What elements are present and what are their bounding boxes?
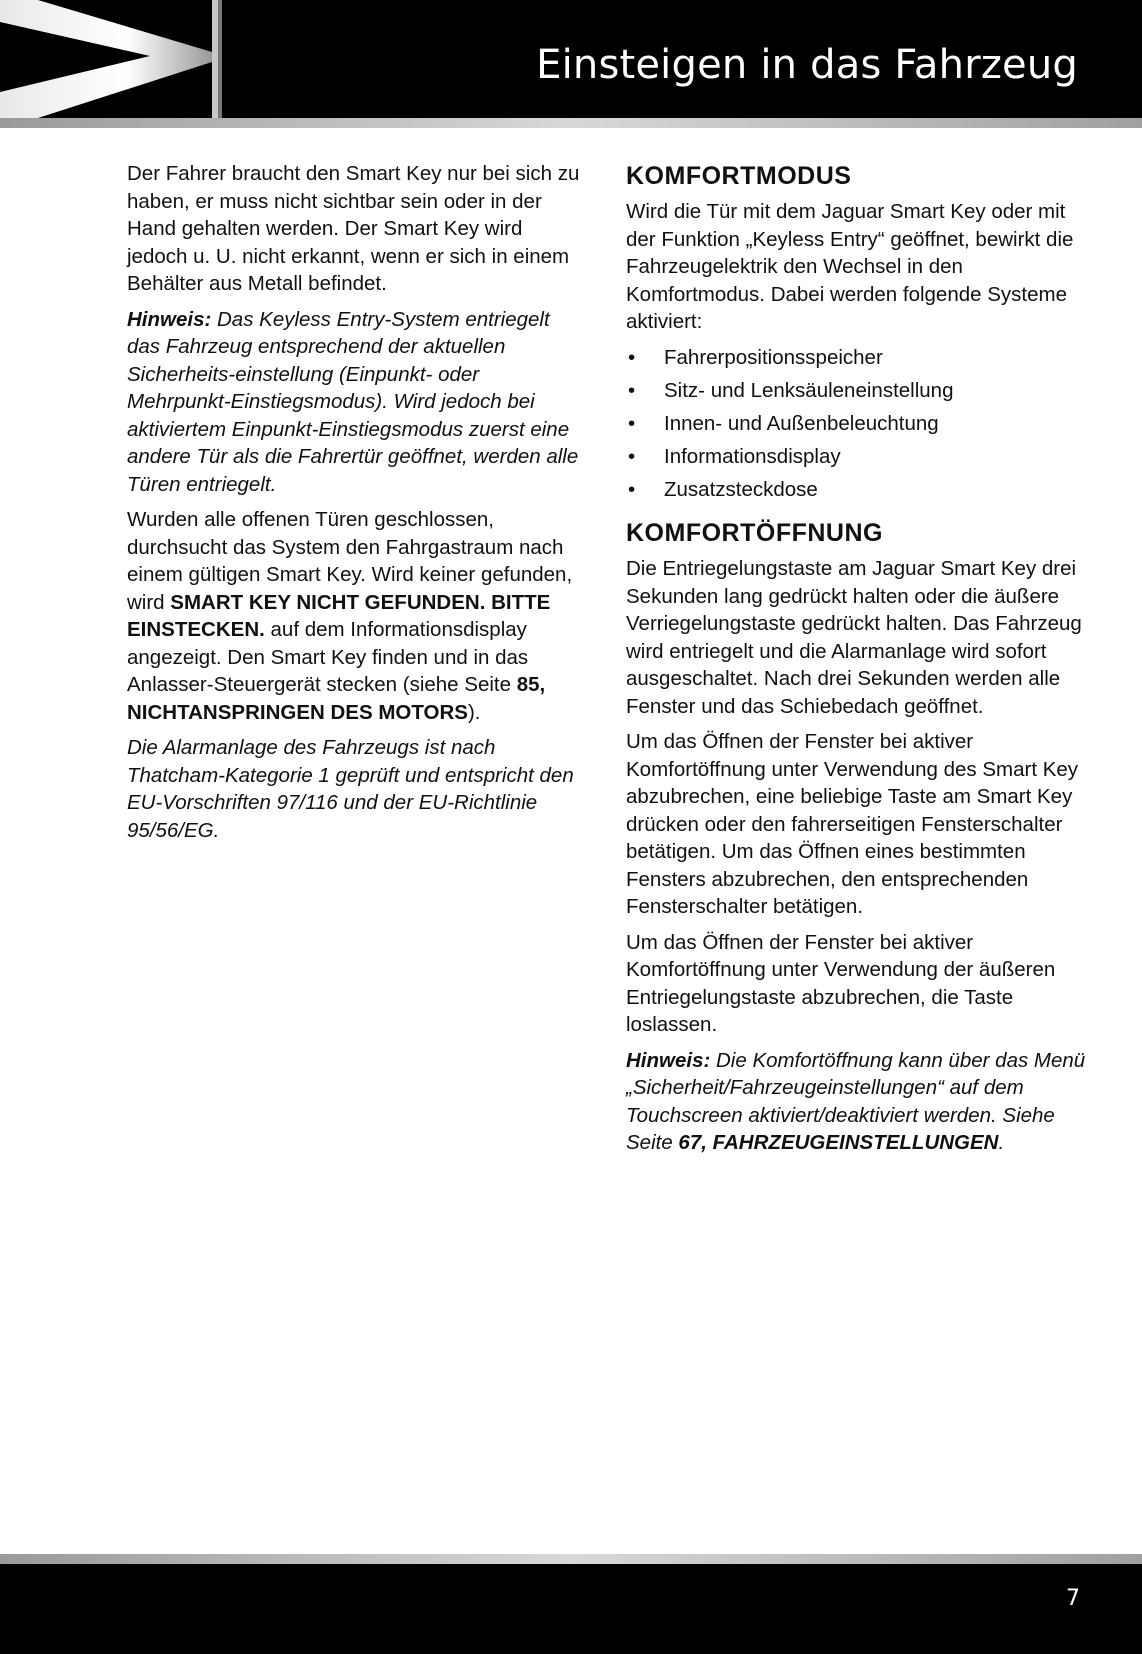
bullet-icon: • — [628, 411, 636, 435]
header-divider — [0, 118, 1142, 128]
list-item — [626, 476, 1086, 504]
paragraph-komfortoeffnung: Die Entriegelungstaste am Jaguar Smart Key drei Sekunden lang gedrückt halten oder die äußere Verriegelungstaste gedrückt halten. Das Fahrzeug wird entriegelt und die Alarmanlage wird sofort ausgeschaltet. Nach drei Sekunden werden alle Fenster und das Schiebedach geöffnet. — [626, 557, 1082, 718]
chevron-logo-icon — [0, 0, 230, 118]
bullet-icon: • — [628, 444, 636, 468]
note-text: . — [998, 1131, 1005, 1154]
list-item — [626, 443, 1086, 471]
list-item-label: Fahrerpositionsspeicher — [664, 345, 883, 369]
message-text: SMART KEY NICHT GEFUNDEN. BITTE EINSTECKEN. — [127, 590, 551, 641]
bullet-icon: • — [628, 477, 636, 501]
heading-komfortoeffnung: KOMFORTÖFFNUNG — [626, 519, 883, 547]
paragraph-abort-outer-button: Um das Öffnen der Fenster bei aktiver Komfortöffnung unter Verwendung der äußeren Entriegelungstaste abzubrechen, die Taste loslassen. — [626, 930, 1056, 1036]
paragraph-komfortmodus: Wird die Tür mit dem Jaguar Smart Key oder mit der Funktion „Keyless Entry“ geöffnet, bewirkt die Fahrzeugelektrik den Wechsel in den Komfortmodus. Dabei werden folgende Systeme aktiviert: — [626, 200, 1074, 333]
right-column — [626, 160, 1086, 1165]
list-item — [626, 344, 1086, 372]
list-item — [626, 410, 1086, 438]
paragraph-abort-smart-key: Um das Öffnen der Fenster bei aktiver Komfortöffnung unter Verwendung des Smart Key abzubrechen, eine beliebige Taste am Smart Key drücken oder den fahrerseitigen Fensterschalter betätigen. Um das Öffnen eines bestimmten Fensters abzubrechen, den entsprechenden Fensterschalter betätigen. — [626, 730, 1079, 918]
page-reference: 67, FAHRZEUGEINSTELLUNGEN — [678, 1131, 999, 1154]
note-komfortoeffnung — [626, 1047, 1086, 1157]
heading-komfortmodus: KOMFORTMODUS — [626, 162, 852, 190]
list-item — [626, 377, 1086, 405]
paragraph-search — [127, 506, 582, 726]
note-keyless-entry — [127, 306, 582, 499]
paragraph-text: auf dem Informationsdisplay angezeigt. Den Smart Key finden und in das Anlasser-Steuergerät stecken (siehe Seite — [127, 618, 529, 696]
bullet-icon: • — [628, 345, 636, 369]
note-text: Das Keyless Entry-System entriegelt das Fahrzeug entsprechend der aktuellen Sicherheits-einstellung (Einpunkt- oder Mehrpunkt-Einstiegsmodus). Wird jedoch bei aktiviertem Einpunkt-Einstiegsmodus zuerst eine andere Tür als die Fahrertür geöffnet, werden alle Türen entriegelt. — [127, 307, 579, 496]
bullet-icon: • — [628, 378, 636, 402]
page-reference: 85, NICHTANSPRINGEN DES MOTORS — [127, 673, 546, 724]
paragraph-alarm: Die Alarmanlage des Fahrzeugs ist nach Thatcham-Kategorie 1 geprüft und entspricht den EU-Vorschriften 97/116 und der EU-Richtlinie 95/56/EG. — [127, 736, 574, 842]
page-number: 7 — [1066, 1586, 1080, 1611]
page-footer — [0, 1564, 1142, 1654]
list-item-label: Zusatzsteckdose — [664, 477, 818, 501]
note-label: Hinweis: — [626, 1048, 711, 1072]
list-item-label: Informationsdisplay — [664, 444, 841, 468]
footer-divider — [0, 1554, 1142, 1564]
note-label: Hinweis: — [127, 307, 212, 331]
system-list — [626, 344, 1086, 504]
left-column — [127, 160, 582, 852]
page-title: Einsteigen in das Fahrzeug — [536, 42, 1078, 88]
list-item-label: Innen- und Außenbeleuchtung — [664, 411, 939, 435]
page-header — [0, 0, 1142, 118]
paragraph-text: ). — [467, 700, 481, 724]
note-text: Die Komfortöffnung kann über das Menü „Sicherheit/Fahrzeugeinstellungen“ auf dem Touchscreen aktiviert/deaktiviert werden. Siehe Seite — [626, 1048, 1086, 1154]
paragraph-smart-key: Der Fahrer braucht den Smart Key nur bei sich zu haben, er muss nicht sichtbar sein oder in der Hand gehalten werden. Der Smart Key wird jedoch u. U. nicht erkannt, wenn er sich in einem Behälter aus Metall befindet. — [127, 162, 580, 295]
list-item-label: Sitz- und Lenksäuleneinstellung — [664, 378, 954, 402]
paragraph-text: Wurden alle offenen Türen geschlossen, durchsucht das System den Fahrgastraum nach einem gültigen Smart Key. Wird keiner gefunden, wird — [127, 508, 573, 614]
